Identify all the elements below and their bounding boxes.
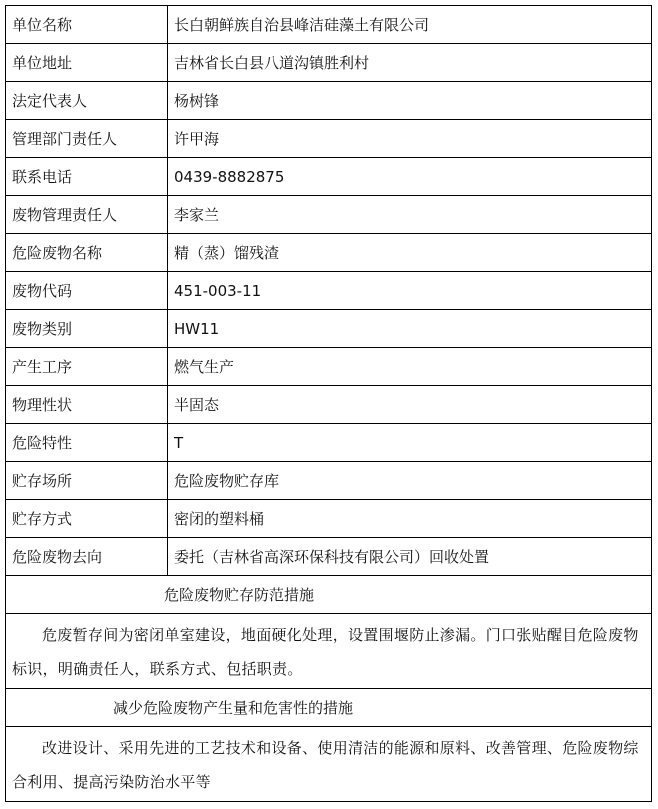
storage-measures-heading: 危险废物贮存防范措施 bbox=[6, 576, 652, 614]
table-row bbox=[6, 44, 652, 82]
row-label: 危险特性 bbox=[6, 424, 168, 462]
row-value: 李家兰 bbox=[168, 196, 652, 234]
row-label: 管理部门责任人 bbox=[6, 120, 168, 158]
row-value: 长白朝鲜族自治县峰洁硅藻土有限公司 bbox=[168, 6, 652, 44]
row-value: 危险废物贮存库 bbox=[168, 462, 652, 500]
row-value: 半固态 bbox=[168, 386, 652, 424]
table-row bbox=[6, 538, 652, 576]
reduction-measures-heading: 减少危险废物产生量和危害性的措施 bbox=[6, 689, 652, 727]
row-label: 联系电话 bbox=[6, 158, 168, 196]
table-row bbox=[6, 196, 652, 234]
row-label: 贮存场所 bbox=[6, 462, 168, 500]
row-label: 物理性状 bbox=[6, 386, 168, 424]
row-value: 委托（吉林省高深环保科技有限公司）回收处置 bbox=[168, 538, 652, 576]
section-text-row bbox=[6, 727, 652, 802]
storage-measures-text: 危废暂存间为密闭单室建设，地面硬化处理，设置围堰防止渗漏。门口张贴醒目危险废物标识，明确责任人，联系方式、包括职责。 bbox=[6, 614, 652, 689]
table-row bbox=[6, 272, 652, 310]
table-row bbox=[6, 348, 652, 386]
row-label: 产生工序 bbox=[6, 348, 168, 386]
section-text-row bbox=[6, 614, 652, 689]
table-row bbox=[6, 82, 652, 120]
section-heading-row bbox=[6, 576, 652, 614]
row-label: 危险废物名称 bbox=[6, 234, 168, 272]
row-label: 废物管理责任人 bbox=[6, 196, 168, 234]
row-label: 贮存方式 bbox=[6, 500, 168, 538]
table-row bbox=[6, 6, 652, 44]
row-label: 废物代码 bbox=[6, 272, 168, 310]
row-label: 单位名称 bbox=[6, 6, 168, 44]
table-row bbox=[6, 158, 652, 196]
row-value: 451-003-11 bbox=[168, 272, 652, 310]
table-row bbox=[6, 462, 652, 500]
row-label: 单位地址 bbox=[6, 44, 168, 82]
row-value: 吉林省长白县八道沟镇胜利村 bbox=[168, 44, 652, 82]
table-row bbox=[6, 120, 652, 158]
row-value: HW11 bbox=[168, 310, 652, 348]
row-label: 废物类别 bbox=[6, 310, 168, 348]
table-row bbox=[6, 310, 652, 348]
row-label: 危险废物去向 bbox=[6, 538, 168, 576]
row-label: 法定代表人 bbox=[6, 82, 168, 120]
table-row bbox=[6, 386, 652, 424]
row-value: 杨树锋 bbox=[168, 82, 652, 120]
row-value: 0439-8882875 bbox=[168, 158, 652, 196]
hazardous-waste-info-table bbox=[5, 5, 652, 802]
section-heading-row bbox=[6, 689, 652, 727]
row-value: 许甲海 bbox=[168, 120, 652, 158]
row-value: 燃气生产 bbox=[168, 348, 652, 386]
row-value: T bbox=[168, 424, 652, 462]
row-value: 精（蒸）馏残渣 bbox=[168, 234, 652, 272]
table-row bbox=[6, 424, 652, 462]
reduction-measures-text: 改进设计、采用先进的工艺技术和设备、使用清洁的能源和原料、改善管理、危险废物综合利用、提高污染防治水平等 bbox=[6, 727, 652, 802]
row-value: 密闭的塑料桶 bbox=[168, 500, 652, 538]
table-row bbox=[6, 234, 652, 272]
table-row bbox=[6, 500, 652, 538]
